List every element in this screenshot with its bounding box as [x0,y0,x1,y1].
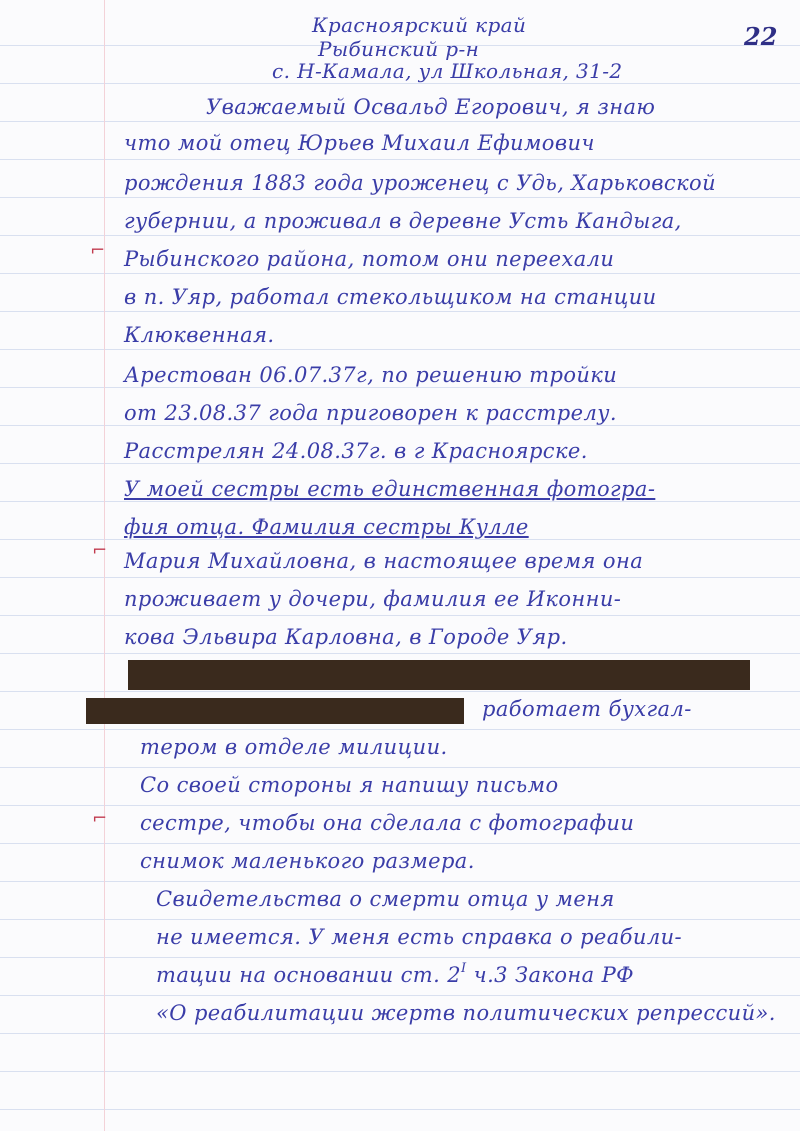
text-line: что мой отец Юрьев Михаил Ефимович [124,131,595,155]
text-line: в п. Уяр, работал стекольщиком на станции [124,285,657,309]
margin-line [104,0,105,1131]
text-line: Уважаемый Освальд Егорович, я знаю [206,95,656,119]
text-line: Мария Михайловна, в настоящее время она [124,549,644,573]
text-line: У моей сестры есть единственная фотогра- [124,477,656,501]
text-line: Свидетельства о смерти отца у меня [156,887,615,911]
header-district: Рыбинский р-н [318,37,480,61]
text-line: Со своей стороны я напишу письмо [140,773,559,797]
article-text: тации на основании ст. 2 [156,963,462,987]
text-line: от 23.08.37 года приговорен к расстрелу. [124,401,617,425]
page-number: 22 [744,22,778,51]
law-text: ч.3 Закона РФ [466,963,634,987]
margin-tick-mark: ⌐ [92,540,108,561]
text-line: кова Эльвира Карловна, в Городе Уяр. [124,625,568,649]
margin-tick-mark: ⌐ [92,808,108,829]
text-line: губернии, а проживал в деревне Усть Кандыга, [124,209,682,233]
text-line: снимок маленького размера. [140,849,475,873]
text-line [156,962,634,992]
text-line: Клюквенная. [124,323,275,347]
text-line: Арестован 06.07.37г, по решению тройки [124,363,618,387]
text-line: проживает у дочери, фамилия ее Иконни- [124,587,622,611]
text-line: «О реабилитации жертв политических репрессий». [156,1001,776,1025]
text-line: работает бухгал- [482,697,692,721]
text-line: сестре, чтобы она сделала с фотографии [140,811,635,835]
header-address: с. Н-Камала, ул Школьная, 31-2 [272,59,623,83]
text-line: Расстрелян 24.08.37г. в г Красноярске. [124,439,588,463]
text-line: рождения 1883 года уроженец с Удь, Харьковской [124,171,716,195]
margin-tick-mark: ⌐ [90,240,106,261]
text-line: не имеется. У меня есть справка о реабили- [156,925,683,949]
redaction-bar [86,698,464,724]
header-region: Красноярский край [312,13,527,37]
text-line: тером в отделе милиции. [140,735,448,759]
redaction-bar [128,660,750,690]
article-superscript: I [461,961,467,976]
text-line: фия отца. Фамилия сестры Кулле [124,515,529,539]
text-line: Рыбинского района, потом они переехали [124,247,615,271]
